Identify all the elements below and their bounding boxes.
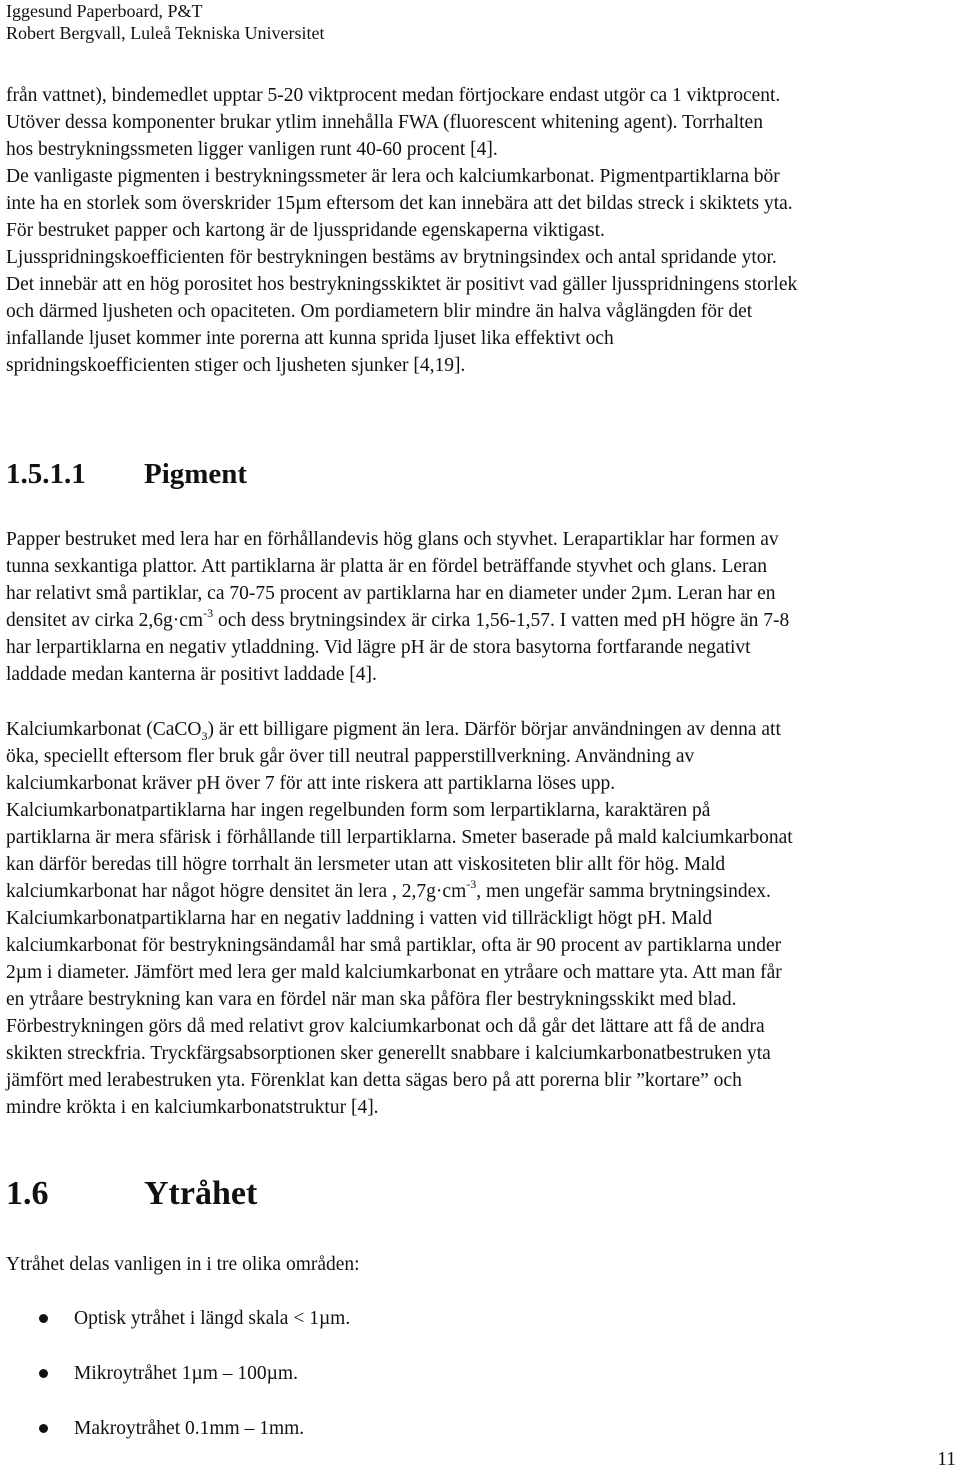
intro-paragraph [6, 82, 956, 163]
clay-index-text: och dess brytningsindex är cirka 1,56-1,57. I vatten med pH högre än 7-8 [213, 610, 790, 631]
intro-line: Utöver dessa komponenter brukar ytlim innehålla FWA (fluorescent whitening agent). Torrhalten [6, 112, 763, 133]
carbonate-paragraph [6, 716, 956, 1121]
carbonate-line: mindre krökta i en kalciumkarbonatstruktur [4]. [6, 1097, 379, 1118]
bullet-icon [39, 1424, 48, 1433]
intro-line: från vattnet), bindemedlet upptar 5-20 viktprocent medan förtjockare endast utgör ca 1 viktprocent. [6, 85, 781, 106]
exponent: -3 [466, 876, 477, 891]
carbonate-density-text: kalciumkarbonat har något högre densitet än lera , 2,7g·cm [6, 881, 467, 902]
intro-line: hos bestrykningssmeten ligger vanligen runt 40-60 procent [4]. [6, 139, 498, 160]
carbonate-line: Kalciumkarbonatpartiklarna har en negativ laddning i vatten vid tillräckligt högt pH. Mald [6, 908, 713, 929]
bullet-icon [39, 1369, 48, 1378]
section-heading-pigment [6, 456, 247, 492]
page-number: 11 [937, 1449, 956, 1470]
list-item-text: Makroytråhet 0.1mm – 1mm. [74, 1418, 305, 1439]
carbonate-line: Förbestrykningen görs då med relativt grov kalciumkarbonat och då går det lättare att få de andra [6, 1016, 765, 1037]
ytrahet-intro [6, 1251, 956, 1278]
section-title: Ytråhet [144, 1175, 258, 1212]
carbonate-line: partiklarna är mera sfärisk i förhållande till lerpartiklarna. Smeter baserade på mald kalciumkarbonat [6, 827, 793, 848]
clay-line: tunna sexkantiga plattor. Att partiklarna är platta är en fördel beträffande styvhet och glans. Leran [6, 556, 767, 577]
bullet-icon [39, 1314, 48, 1323]
ytrahet-intro-line: Ytråhet delas vanligen in i tre olika områden: [6, 1254, 360, 1275]
header-company: Iggesund Paperboard, P&T [6, 1, 203, 21]
exponent: -3 [203, 605, 214, 620]
pigments-line: inte ha en storlek som överskrider 15µm eftersom det kan innebära att det bildas streck i skiktets yta. [6, 193, 793, 214]
carbonate-line [6, 716, 956, 743]
carbonate-line: en ytråare bestrykning kan vara en fördel när man ska påföra fler bestrykningsskikt med blad. [6, 989, 737, 1010]
section-number: 1.6 [6, 1175, 49, 1212]
carbonate-formula-text: Kalciumkarbonat (CaCO [6, 719, 202, 740]
carbonate-line [6, 878, 956, 905]
pigments-line: De vanligaste pigmenten i bestrykningssmeter är lera och kalciumkarbonat. Pigmentpartiklarna bör [6, 166, 780, 187]
list-item-text: Mikroytråhet 1µm – 100µm. [74, 1363, 298, 1384]
carbonate-line: 2µm i diameter. Jämfört med lera ger mald kalciumkarbonat en ytråare och mattare yta. Att man får [6, 962, 782, 983]
carbonate-line: skikten streckfria. Tryckfärgsabsorptionen sker generellt snabbare i kalciumkarbonatbestruken yta [6, 1043, 771, 1064]
header-author: Robert Bergvall, Luleå Tekniska Universitet [6, 23, 325, 43]
clay-line: Papper bestruket med lera har en förhållandevis hög glans och styvhet. Lerapartiklar har formen av [6, 529, 779, 550]
clay-line [6, 607, 956, 634]
page-header [6, 0, 325, 44]
section-heading-ytrahet [6, 1173, 257, 1215]
carbonate-line: öka, speciellt eftersom fler bruk går över till neutral papperstillverkning. Användning av [6, 746, 695, 767]
carbonate-text: ) är ett billigare pigment än lera. Därför börjar användningen av denna att [207, 719, 781, 740]
list-item-text: Optisk ytråhet i längd skala < 1µm. [74, 1308, 351, 1329]
carbonate-line: jämfört med lerabestruken yta. Förenklat kan detta sägas bero på att porerna blir ”kortare” och [6, 1070, 742, 1091]
pigments-line: och därmed ljusheten och opaciteten. Om pordiametern blir mindre än halva våglängden för det [6, 301, 753, 322]
clay-line: har lerpartiklarna en negativ ytladdning. Vid lägre pH är de stora basytorna fortfarande negativt [6, 637, 751, 658]
list-item [6, 1305, 350, 1360]
ytrahet-list [6, 1305, 350, 1470]
list-item [6, 1360, 350, 1415]
clay-line: laddade medan kanterna är positivt laddade [4]. [6, 664, 377, 685]
pigments-paragraph [6, 163, 956, 379]
clay-density-text: densitet av cirka 2,6g·cm [6, 610, 204, 631]
section-title: Pigment [144, 458, 248, 490]
carbonate-index-text: , men ungefär samma brytningsindex. [476, 881, 771, 902]
carbonate-line: kan därför beredas till högre torrhalt än lersmeter utan att viskositeten blir allt för hög. Mald [6, 854, 726, 875]
section-number: 1.5.1.1 [6, 458, 86, 490]
clay-line: har relativt små partiklar, ca 70-75 procent av partiklarna har en diameter under 2µm. Leran har en [6, 583, 776, 604]
carbonate-line: Kalciumkarbonatpartiklarna har ingen regelbunden form som lerpartiklarna, karaktären på [6, 800, 711, 821]
subscript: 3 [201, 728, 208, 743]
carbonate-line: kalciumkarbonat kräver pH över 7 för att inte riskera att partiklarna löses upp. [6, 773, 616, 794]
pigments-line: spridningskoefficienten stiger och ljusheten sjunker [4,19]. [6, 355, 466, 376]
carbonate-line: kalciumkarbonat för bestrykningsändamål har små partiklar, ofta är 90 procent av partiklarna under [6, 935, 782, 956]
pigments-line: infallande ljuset kommer inte porerna att kunna sprida ljuset lika effektivt och [6, 328, 614, 349]
pigments-line: Det innebär att en hög porositet hos bestrykningsskiktet är positivt vad gäller ljusspridningens storlek [6, 274, 798, 295]
pigments-line: För bestruket papper och kartong är de ljusspridande egenskaperna viktigast. [6, 220, 605, 241]
clay-paragraph [6, 526, 956, 688]
list-item [6, 1415, 350, 1470]
pigments-line: Ljusspridningskoefficienten för bestrykningen bestäms av brytningsindex och antal spridande ytor. [6, 247, 777, 268]
